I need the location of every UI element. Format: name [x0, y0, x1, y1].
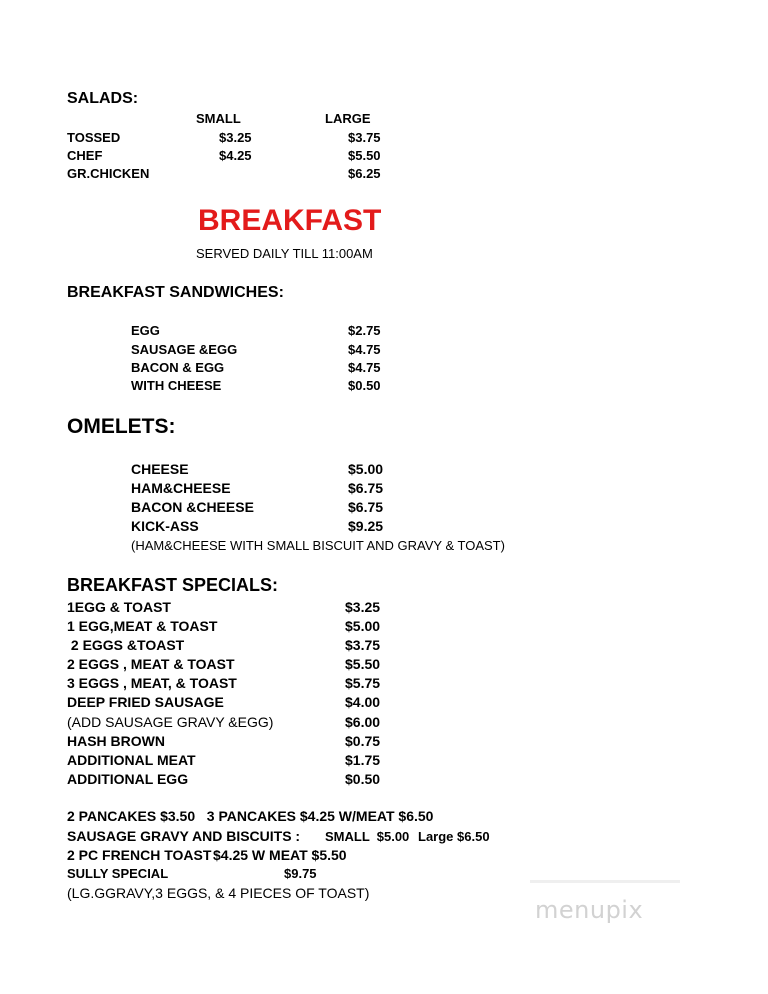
special-price: $0.50 [345, 771, 381, 787]
gravy-biscuits-large: Large $6.50 [418, 829, 490, 844]
special-name: ADDITIONAL MEAT [67, 752, 196, 768]
special-name: ADDITIONAL EGG [67, 771, 189, 787]
special-price: $3.25 [345, 599, 381, 615]
omelet-price: $9.25 [348, 518, 384, 534]
sully-special-label: SULLY SPECIAL [67, 866, 169, 881]
salad-name: GR.CHICKEN [67, 166, 150, 181]
omelet-price: $6.75 [348, 480, 384, 496]
omelet-note: (HAM&CHEESE WITH SMALL BISCUIT AND GRAVY & TOAST) [131, 538, 505, 553]
salad-name: TOSSED [67, 130, 121, 145]
sully-special-note: (LG.GGRAVY,3 EGGS, & 4 PIECES OF TOAST) [67, 885, 370, 901]
french-toast-prices: $4.25 W MEAT $5.50 [213, 847, 347, 863]
special-price: $1.75 [345, 752, 381, 768]
pancakes-line: 2 PANCAKES $3.50 3 PANCAKES $4.25 W/MEAT $6.50 [67, 808, 434, 824]
salads-col-large: LARGE [325, 111, 371, 126]
sandwich-price: $4.75 [348, 360, 381, 375]
salad-large-price: $3.75 [348, 130, 381, 145]
sandwich-price: $2.75 [348, 323, 381, 338]
special-name: 2 EGGS , MEAT & TOAST [67, 656, 235, 672]
omelet-name: HAM&CHEESE [131, 480, 231, 496]
breakfast-title: BREAKFAST [198, 204, 382, 237]
watermark-bar [530, 880, 680, 883]
sully-special-price: $9.75 [284, 866, 317, 881]
sandwich-name: BACON & EGG [131, 360, 225, 375]
salads-col-small: SMALL [196, 111, 241, 126]
sandwich-name: WITH CHEESE [131, 378, 222, 393]
special-name: 1 EGG,MEAT & TOAST [67, 618, 218, 634]
specials-title: BREAKFAST SPECIALS: [67, 575, 279, 595]
omelet-name: CHEESE [131, 461, 189, 477]
gravy-biscuits-label: SAUSAGE GRAVY AND BISCUITS : [67, 828, 301, 844]
omelet-price: $5.00 [348, 461, 384, 477]
special-name: (ADD SAUSAGE GRAVY &EGG) [67, 714, 274, 730]
menupix-watermark: menupix [535, 896, 644, 924]
sandwiches-title: BREAKFAST SANDWICHES: [67, 284, 284, 301]
salads-title: SALADS: [67, 90, 139, 107]
breakfast-subtitle: SERVED DAILY TILL 11:00AM [196, 246, 373, 261]
special-price: $3.75 [345, 637, 381, 653]
special-price: $4.00 [345, 694, 381, 710]
sandwich-name: EGG [131, 323, 160, 338]
omelet-name: KICK-ASS [131, 518, 199, 534]
special-price: $6.00 [345, 714, 381, 730]
special-price: $5.00 [345, 618, 381, 634]
sandwich-price: $4.75 [348, 342, 381, 357]
special-name: 1EGG & TOAST [67, 599, 171, 615]
special-name: DEEP FRIED SAUSAGE [67, 694, 224, 710]
salad-large-price: $6.25 [348, 166, 381, 181]
salad-name: CHEF [67, 148, 103, 163]
special-price: $0.75 [345, 733, 381, 749]
salad-small-price: $4.25 [219, 148, 252, 163]
omelet-name: BACON &CHEESE [131, 499, 254, 515]
special-name: HASH BROWN [67, 733, 165, 749]
salad-large-price: $5.50 [348, 148, 381, 163]
gravy-biscuits-small: SMALL $5.00 [325, 829, 410, 844]
special-price: $5.75 [345, 675, 381, 691]
sandwich-name: SAUSAGE &EGG [131, 342, 238, 357]
special-name: 2 EGGS &TOAST [67, 637, 185, 653]
omelets-title: OMELETS: [67, 415, 176, 438]
french-toast-label: 2 PC FRENCH TOAST [67, 847, 212, 863]
special-name: 3 EGGS , MEAT, & TOAST [67, 675, 237, 691]
special-price: $5.50 [345, 656, 381, 672]
salad-small-price: $3.25 [219, 130, 252, 145]
sandwich-price: $0.50 [348, 378, 381, 393]
omelet-price: $6.75 [348, 499, 384, 515]
